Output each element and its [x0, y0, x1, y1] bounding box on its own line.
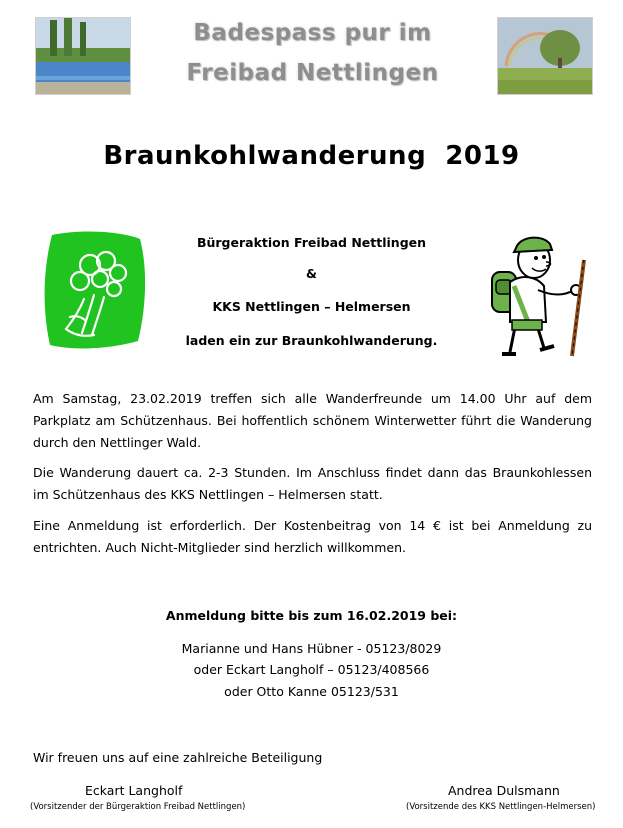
contact-line: oder Otto Kanne 05123/531	[224, 684, 399, 699]
page-title: Braunkohlwanderung 2019	[103, 141, 520, 171]
invitation-org-1: Bürgeraktion Freibad Nettlingen	[196, 235, 427, 250]
invitation-connector: &	[306, 266, 317, 281]
registration-title: Anmeldung bitte bis zum 16.02.2019 bei:	[165, 608, 458, 623]
body-paragraph: Die Wanderung dauert ca. 2-3 Stunden. Im Anschluss findet dann das Braunkohlessen im Schützenhaus des KKS Nettlingen – Helmersen statt.	[33, 465, 592, 502]
banner-title-line-1: Badespass pur im	[193, 20, 432, 46]
pool-photo	[35, 17, 131, 95]
hiker-icon	[488, 230, 596, 360]
contact-line: oder Eckart Langholf – 05123/408566	[193, 662, 430, 677]
invitation-text: laden ein zur Braunkohlwanderung.	[185, 333, 438, 348]
invitation-org-2: KKS Nettlingen – Helmersen	[212, 299, 411, 314]
signature-left-name: Eckart Langholf	[85, 783, 183, 798]
closing-text: Wir freuen uns auf eine zahlreiche Beteiligung	[33, 750, 323, 765]
signature-right-role: (Vorsitzende des KKS Nettlingen-Helmersen)	[406, 802, 596, 812]
kale-icon	[40, 229, 150, 354]
body-paragraph: Eine Anmeldung ist erforderlich. Der Kostenbeitrag von 14 € ist bei Anmeldung zu entrichten. Auch Nicht-Mitglieder sind herzlich willkommen.	[33, 518, 592, 555]
signature-right-name: Andrea Dulsmann	[448, 783, 560, 798]
rainbow-garden-photo	[497, 17, 593, 95]
banner-title-line-2: Freibad Nettlingen	[186, 60, 439, 86]
contact-line: Marianne und Hans Hübner - 05123/8029	[181, 641, 442, 656]
body-paragraph: Am Samstag, 23.02.2019 treffen sich alle Wanderfreunde um 14.00 Uhr auf dem Parkplatz am Schützenhaus. Bei hoffentlich schönem Winterwetter führt die Wanderung durch den Nettlinger Wald.	[33, 391, 592, 450]
signature-left-role: (Vorsitzender der Bürgeraktion Freibad Nettlingen)	[30, 802, 246, 812]
